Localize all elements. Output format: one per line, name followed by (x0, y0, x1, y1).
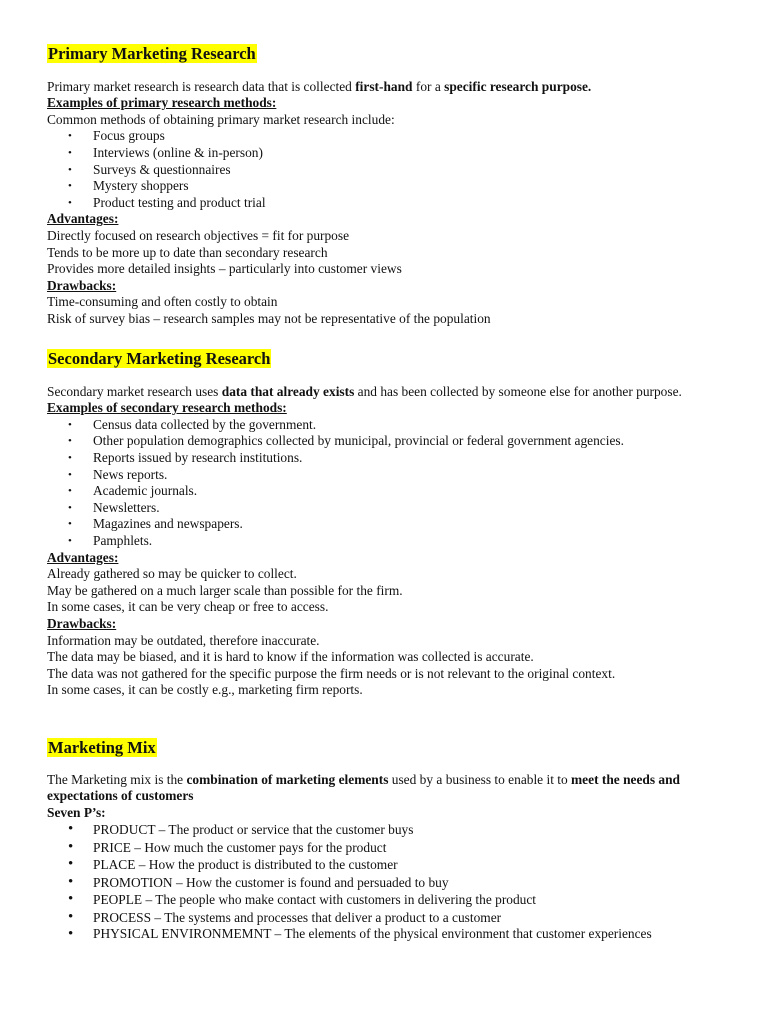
secondary-drawback: Information may be outdated, therefore inaccurate. (47, 632, 320, 648)
mix-heading: Marketing Mix (48, 738, 156, 757)
list-item: • PROCESS – The systems and processes that deliver a product to a customer (47, 909, 738, 927)
list-item: • Academic journals. (47, 483, 738, 500)
primary-heading: Primary Marketing Research (48, 44, 256, 63)
list-item: • Other population demographics collected by municipal, provincial or federal government agencies. (47, 433, 738, 450)
list-item: • PHYSICAL ENVIRONMEMNT – The elements of the physical environment that customer experiences (47, 926, 738, 942)
primary-drawbacks-heading: Drawbacks: (47, 277, 117, 293)
list-item: • Census data collected by the government. (47, 417, 738, 434)
secondary-advantage: In some cases, it can be very cheap or free to access. (47, 599, 329, 615)
list-item: • News reports. (47, 467, 738, 484)
secondary-drawback: The data was not gathered for the specific purpose the firm needs or is not relevant to the original context. (47, 665, 616, 681)
primary-drawback: Time-consuming and often costly to obtain (47, 294, 278, 310)
secondary-advantage: Already gathered so may be quicker to collect. (47, 566, 297, 582)
marketing-mix-section (47, 738, 738, 942)
list-item: • Reports issued by research institutions. (47, 450, 738, 467)
mix-intro: The Marketing mix is the combination of marketing elements used by a business to enable it to meet the needs and expectations of customers (47, 771, 681, 804)
seven-ps-list (47, 821, 738, 942)
secondary-intro: Secondary market research uses data that already exists and has been collected by someone else for another purpose. (47, 383, 682, 399)
list-item: • Interviews (online & in-person) (47, 145, 738, 162)
list-item: • PRICE – How much the customer pays for the product (47, 839, 738, 857)
primary-advantage: Provides more detailed insights – particularly into customer views (47, 261, 402, 277)
list-item: • PLACE – How the product is distributed to the customer (47, 856, 738, 874)
primary-intro: Primary market research is research data that is collected first-hand for a specific research purpose. (47, 78, 592, 94)
primary-advantage: Tends to be more up to date than secondary research (47, 244, 328, 260)
list-item: • Newsletters. (47, 500, 738, 517)
secondary-research-section (47, 349, 738, 699)
secondary-heading: Secondary Marketing Research (48, 349, 271, 368)
primary-advantage: Directly focused on research objectives = fit for purpose (47, 227, 350, 243)
list-item: • Mystery shoppers (47, 178, 738, 195)
list-item: • Focus groups (47, 128, 738, 145)
primary-drawback: Risk of survey bias – research samples may not be representative of the population (47, 310, 491, 326)
list-item: • Magazines and newspapers. (47, 516, 738, 533)
list-item: • Pamphlets. (47, 533, 738, 550)
secondary-drawback: In some cases, it can be costly e.g., marketing firm reports. (47, 682, 363, 698)
secondary-examples-heading: Examples of secondary research methods: (47, 400, 287, 416)
primary-research-section (47, 44, 738, 328)
primary-methods-list (47, 128, 738, 211)
secondary-drawback: The data may be biased, and it is hard to know if the information was collected is accurate. (47, 649, 534, 665)
list-item: • PEOPLE – The people who make contact with customers in delivering the product (47, 891, 738, 909)
secondary-advantage: May be gathered on a much larger scale than possible for the firm. (47, 582, 403, 598)
secondary-methods-list (47, 417, 738, 550)
list-item: • PROMOTION – How the customer is found and persuaded to buy (47, 874, 738, 892)
list-item: • Surveys & questionnaires (47, 162, 738, 179)
list-item: • Product testing and product trial (47, 195, 738, 212)
primary-examples-intro: Common methods of obtaining primary market research include: (47, 111, 395, 127)
primary-advantages-heading: Advantages: (47, 211, 119, 227)
secondary-drawbacks-heading: Drawbacks: (47, 615, 117, 631)
seven-ps-heading: Seven P’s: (47, 804, 106, 820)
list-item: • PRODUCT – The product or service that the customer buys (47, 821, 738, 839)
primary-examples-heading: Examples of primary research methods: (47, 95, 277, 111)
secondary-advantages-heading: Advantages: (47, 549, 119, 565)
